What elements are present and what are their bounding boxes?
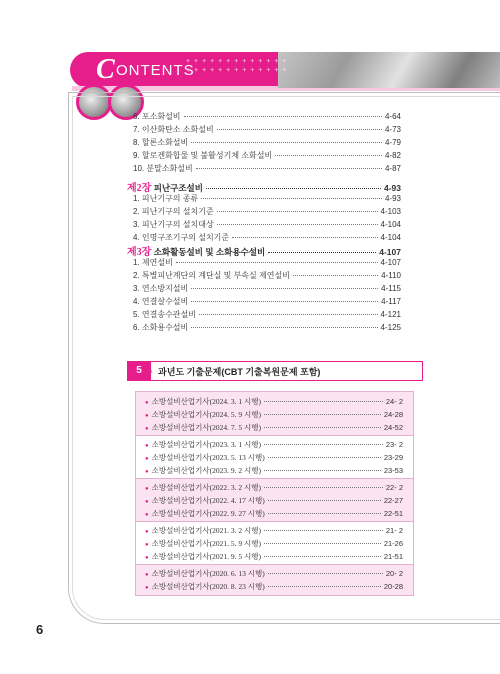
toc-item[interactable] bbox=[133, 150, 401, 161]
bullet-icon: ● bbox=[145, 486, 149, 492]
exam-name: 소방설비산업기사(2024. 3. 1 시행) bbox=[151, 397, 261, 406]
toc-item-page: 4-79 bbox=[384, 138, 401, 147]
leader-dots bbox=[268, 573, 383, 574]
exam-page: 21- 2 bbox=[385, 526, 403, 535]
exam-name: 소방설비산업기사(2023. 9. 2 시행) bbox=[151, 466, 261, 475]
leader-dots bbox=[184, 116, 382, 117]
exam-page: 24- 2 bbox=[385, 397, 403, 406]
exam-page: 22-27 bbox=[383, 496, 403, 505]
leader-dots bbox=[264, 530, 383, 531]
exam-name: 소방설비산업기사(2021. 3. 2 시행) bbox=[151, 526, 261, 535]
toc-item-page: 4-110 bbox=[381, 271, 401, 280]
toc-item-page: 4-93 bbox=[384, 194, 401, 203]
bullet-icon: ● bbox=[145, 413, 149, 419]
toc-item[interactable] bbox=[133, 137, 401, 148]
bullet-icon: ● bbox=[145, 400, 149, 406]
plus-decoration: + + + + + + + + + + + + + bbox=[186, 67, 288, 74]
toc-item[interactable] bbox=[133, 322, 401, 333]
toc-item[interactable] bbox=[133, 309, 401, 320]
leader-dots bbox=[199, 314, 378, 315]
leader-dots bbox=[206, 188, 381, 189]
exam-name: 소방설비산업기사(2022. 4. 17 시행) bbox=[151, 496, 265, 505]
toc-item-page: 4-103 bbox=[380, 207, 401, 216]
exam-item[interactable] bbox=[145, 396, 403, 407]
exam-item[interactable] bbox=[145, 581, 403, 592]
exam-item[interactable] bbox=[145, 465, 403, 476]
chapter-title: 소화활동설비 및 소화용수설비 bbox=[153, 247, 266, 257]
bullet-icon: ● bbox=[145, 542, 149, 548]
toc-item[interactable] bbox=[133, 206, 401, 217]
toc-item-page: 4-107 bbox=[380, 258, 401, 267]
toc-item[interactable] bbox=[133, 219, 401, 230]
exam-item[interactable] bbox=[145, 439, 403, 450]
bullet-icon: ● bbox=[145, 469, 149, 475]
bullet-icon: ● bbox=[145, 456, 149, 462]
toc-item-page: 4-104 bbox=[380, 233, 401, 242]
exam-name: 소방설비산업기사(2022. 9. 27 시행) bbox=[151, 509, 265, 518]
chapter-page: 4-93 bbox=[383, 183, 401, 193]
chapter-heading[interactable] bbox=[127, 179, 401, 194]
toc-item[interactable] bbox=[133, 283, 401, 294]
exam-page: 23-29 bbox=[383, 453, 403, 462]
toc-item-label: 1. 제연설비 bbox=[133, 258, 173, 267]
exam-item[interactable] bbox=[145, 495, 403, 506]
leader-dots bbox=[196, 168, 382, 169]
logo-initial: C bbox=[96, 54, 115, 85]
toc-item-label: 8. 할론소화설비 bbox=[133, 138, 189, 147]
toc-item-label: 1. 피난기구의 종류 bbox=[133, 194, 199, 203]
exam-item[interactable] bbox=[145, 409, 403, 420]
section-number: 5 bbox=[127, 361, 151, 381]
toc-item-label: 4. 인명구조기구의 설치기준 bbox=[133, 233, 230, 242]
exam-item[interactable] bbox=[145, 422, 403, 433]
exam-page: 24-28 bbox=[383, 410, 403, 419]
toc-item[interactable] bbox=[133, 111, 401, 122]
exam-item[interactable] bbox=[145, 568, 403, 579]
leader-dots bbox=[191, 288, 378, 289]
exam-item[interactable] bbox=[145, 452, 403, 463]
exam-page: 21-26 bbox=[383, 539, 403, 548]
exam-name: 소방설비산업기사(2021. 9. 5 시행) bbox=[151, 552, 261, 561]
toc-item-label: 3. 피난기구의 설치대상 bbox=[133, 220, 214, 229]
toc-item-page: 4-64 bbox=[384, 112, 401, 121]
exam-item[interactable] bbox=[145, 525, 403, 536]
exam-name: 소방설비산업기사(2023. 5. 13 시행) bbox=[151, 453, 265, 462]
chapter-number: 제2장 bbox=[127, 183, 152, 194]
chapter-number: 제3장 bbox=[127, 247, 152, 258]
leader-dots bbox=[268, 252, 376, 253]
bullet-icon: ● bbox=[145, 426, 149, 432]
page-number: 6 bbox=[36, 622, 44, 637]
bullet-icon: ● bbox=[145, 585, 149, 591]
toc-item-label: 10. 분말소화설비 bbox=[133, 164, 193, 173]
exam-page: 22- 2 bbox=[385, 483, 403, 492]
exam-name: 소방설비산업기사(2020. 6. 13 시행) bbox=[151, 569, 265, 578]
toc-item-page: 4-73 bbox=[384, 125, 401, 134]
toc-item[interactable] bbox=[133, 163, 401, 174]
exam-page: 24-52 bbox=[383, 423, 403, 432]
bullet-icon: ● bbox=[145, 443, 149, 449]
chapter-title: 피난구조설비 bbox=[153, 183, 203, 193]
toc-item-page: 4-125 bbox=[380, 323, 401, 332]
logo-text: ONTENTS bbox=[116, 62, 195, 79]
section-title: 과년도 기출문제(CBT 기출복원문제 포함) bbox=[158, 367, 321, 377]
toc-item-page: 4-121 bbox=[380, 310, 401, 319]
exam-page: 22-51 bbox=[383, 509, 403, 518]
toc-item-label: 4. 연결살수설비 bbox=[133, 297, 189, 306]
leader-dots bbox=[268, 500, 381, 501]
leader-dots bbox=[268, 457, 381, 458]
exam-item[interactable] bbox=[145, 508, 403, 519]
plus-decoration: + + + + + + + + + + + + + bbox=[186, 58, 288, 65]
leader-dots bbox=[268, 586, 381, 587]
leader-dots bbox=[176, 262, 378, 263]
leader-dots bbox=[293, 275, 378, 276]
toc-item-page: 4-115 bbox=[381, 284, 401, 293]
exam-page: 21-51 bbox=[383, 552, 403, 561]
exam-name: 소방설비산업기사(2024. 7. 5 시행) bbox=[151, 423, 261, 432]
leader-dots bbox=[191, 327, 377, 328]
leader-dots bbox=[191, 301, 378, 302]
leader-dots bbox=[268, 513, 381, 514]
exam-name: 소방설비산업기사(2023. 3. 1 시행) bbox=[151, 440, 261, 449]
exam-name: 소방설비산업기사(2024. 5. 9 시행) bbox=[151, 410, 261, 419]
leader-dots bbox=[191, 142, 382, 143]
exam-page: 23-53 bbox=[383, 466, 403, 475]
exam-name: 소방설비산업기사(2022. 3. 2 시행) bbox=[151, 483, 261, 492]
exam-page: 23- 2 bbox=[385, 440, 403, 449]
toc-item-label: 6. 소화용수설비 bbox=[133, 323, 189, 332]
exam-page: 20-28 bbox=[383, 582, 403, 591]
toc-item[interactable] bbox=[133, 232, 401, 243]
toc-item-label: 2. 특별피난계단의 계단실 및 부속실 제연설비 bbox=[133, 271, 290, 280]
exam-name: 소방설비산업기사(2021. 5. 9 시행) bbox=[151, 539, 261, 548]
section-marker: ¹ bbox=[150, 368, 153, 377]
chapter-page: 4-107 bbox=[379, 247, 401, 257]
leader-dots bbox=[217, 224, 378, 225]
leader-dots bbox=[264, 444, 383, 445]
leader-dots bbox=[264, 470, 381, 471]
bullet-icon: ● bbox=[145, 529, 149, 535]
toc-item-page: 4-87 bbox=[384, 164, 401, 173]
toc-item[interactable] bbox=[133, 124, 401, 135]
leader-dots bbox=[264, 414, 381, 415]
toc-item-page: 4-104 bbox=[380, 220, 401, 229]
toc-item-label: 7. 이산화탄소 소화설비 bbox=[133, 125, 214, 134]
leader-dots bbox=[264, 543, 381, 544]
exam-name: 소방설비산업기사(2020. 8. 23 시행) bbox=[151, 582, 265, 591]
toc-item-label: 9. 할로겐화합물 및 불활성기체 소화설비 bbox=[133, 151, 273, 160]
bullet-icon: ● bbox=[145, 499, 149, 505]
toc-item[interactable] bbox=[133, 193, 401, 204]
toc-item-label: 6. 포소화설비 bbox=[133, 112, 181, 121]
leader-dots bbox=[264, 487, 383, 488]
toc-item-label: 3. 연소방지설비 bbox=[133, 284, 189, 293]
toc-item-page: 4-82 bbox=[384, 151, 401, 160]
leader-dots bbox=[232, 237, 377, 238]
toc-item-page: 4-117 bbox=[381, 297, 401, 306]
header-photo bbox=[278, 52, 500, 88]
exam-item[interactable] bbox=[145, 538, 403, 549]
leader-dots bbox=[217, 211, 378, 212]
bullet-icon: ● bbox=[145, 512, 149, 518]
bullet-icon: ● bbox=[145, 572, 149, 578]
exam-item[interactable] bbox=[145, 551, 403, 562]
leader-dots bbox=[275, 155, 382, 156]
exam-page: 20- 2 bbox=[385, 569, 403, 578]
exam-item[interactable] bbox=[145, 482, 403, 493]
leader-dots bbox=[217, 129, 382, 130]
toc-item-label: 5. 연결송수관설비 bbox=[133, 310, 196, 319]
toc-item[interactable] bbox=[133, 296, 401, 307]
bullet-icon: ● bbox=[145, 555, 149, 561]
leader-dots bbox=[201, 198, 382, 199]
leader-dots bbox=[264, 427, 381, 428]
chapter-heading[interactable] bbox=[127, 243, 401, 258]
toc-item-label: 2. 피난기구의 설치기준 bbox=[133, 207, 214, 216]
leader-dots bbox=[264, 556, 381, 557]
toc-item[interactable] bbox=[133, 270, 401, 281]
toc-item[interactable] bbox=[133, 257, 401, 268]
leader-dots bbox=[264, 401, 383, 402]
